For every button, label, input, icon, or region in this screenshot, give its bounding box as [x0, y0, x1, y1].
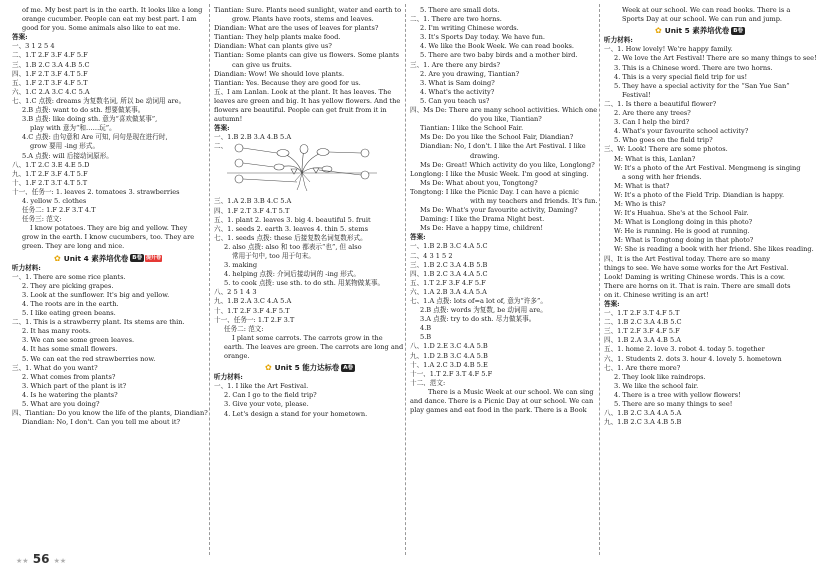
- dialogue-line: W: It's Huahua. She's at the School Fair.: [614, 209, 749, 218]
- listening-line: 一、1. There are some rice plants.: [12, 272, 126, 281]
- dialogue-line: M: Who is this?: [614, 199, 666, 208]
- listening-line: 一、1. I like the Art Festival.: [214, 382, 309, 391]
- answer-line: 5. to cook 点拨: use sth. to do sth. 用某物做某事。: [224, 279, 385, 288]
- col4-pre: [604, 6, 796, 24]
- answer-line: 5.A 点拨: will 后接动词原形。: [22, 151, 113, 160]
- column-1: [12, 6, 208, 427]
- text-line: 二、1. There are two horns.: [410, 15, 502, 24]
- passage-line: flowers are beautiful. People can get fruit from it in: [214, 106, 387, 115]
- col1-pre: [12, 6, 204, 33]
- dialogue-line: Ms De: What about you, Tongtong?: [420, 178, 538, 187]
- answer-label: 二、: [214, 142, 228, 151]
- dialogue-line: 三、W: Look! There are some photos.: [604, 145, 728, 154]
- answer-line: 一、3 1 2 5 4: [12, 42, 55, 51]
- answer-line: 常用于句中, too 用于句末。: [232, 251, 315, 260]
- flower-icon: ✿: [264, 363, 272, 373]
- answer-line: 八、2 5 1 4 3: [214, 288, 257, 297]
- unit-title: Unit 5 能力达标卷: [274, 363, 340, 373]
- unit-title: Unit 4 素养培优卷: [63, 253, 129, 263]
- answer-line: grow in the earth. I know cucumbers, too. They are: [22, 233, 195, 242]
- answer-line: I know potatoes. They are big and yellow. They: [30, 224, 188, 233]
- text-line: 3. This is a Chinese word. There are two horns.: [614, 63, 773, 72]
- answer-line: earth. The leaves are green. The carrots are long and: [224, 342, 404, 351]
- passage-line: on it. Chinese writing is an art!: [604, 290, 709, 299]
- text-line: 4. What's your favourite school activity?: [614, 127, 749, 136]
- dialogue-line: do you like, Tiantian?: [470, 115, 542, 124]
- answer-line: 六、1. seeds 2. earth 3. leaves 4. thin 5. stems: [214, 224, 368, 233]
- essay-line: Week at our school. We can read books. There is a: [622, 6, 791, 14]
- answer-line: 三、1.A 2.B 3.B 4.C 5.A: [214, 197, 292, 206]
- essay-line: play games and eat food in the park. There is a Book: [410, 406, 587, 415]
- listening-line: 四、Tiantian: Do you know the life of the plants, Diandian?: [12, 409, 208, 418]
- answer-line: 九、1.B 2.C 3.A 4.B 5.B: [604, 418, 682, 427]
- answer-line: 十、1.T 2.F 3.F 4.F 5.T: [214, 306, 290, 315]
- text-line: 5. Can you teach us?: [420, 96, 490, 105]
- dialogue-line: W: It's a photo of the Art Festival. Mengmeng is singing: [614, 163, 801, 172]
- answers-label: 答案:: [604, 300, 620, 308]
- dialogue-line: Diandian: No, I don't. I like the Art Festival. I like: [420, 142, 586, 151]
- answer-line: 二、1.B 2.C 3.A 4.B 5.C: [604, 318, 682, 327]
- text-line: 4. What's the activity?: [420, 87, 495, 96]
- strawberry-plant-diagram: [227, 143, 377, 195]
- text-line: orange cucumber. People can eat my best part. I am: [22, 15, 197, 24]
- dialogue-line: drawing.: [470, 151, 500, 160]
- listening-line: 3. Look at the sunflower. It's big and yellow.: [22, 290, 170, 299]
- listening-line: 3. Which part of the plant is it?: [22, 381, 127, 390]
- answer-line: 十一、任务一: 1. leaves 2. tomatoes 3. strawberries: [12, 187, 180, 196]
- text-line: 2. Are you drawing, Tiantian?: [420, 69, 520, 78]
- star-icon: ★★: [16, 557, 29, 565]
- answer-line: 3.A 点拨: try to do sth. 尽力做某事。: [420, 315, 536, 324]
- answer-line: 3. We like the school fair.: [614, 381, 699, 390]
- answer-line: 5. There are so many things to see!: [614, 400, 733, 409]
- dialogue-line: Tiantian: They help plants make food.: [214, 33, 341, 42]
- dialogue-line: Ms De: Do you like the School Fair, Diandian?: [420, 133, 574, 142]
- text-line: 3. Can I help the bird?: [614, 118, 690, 127]
- answer-line: 2. also 点拨: also 和 too 都表示“也”, 但 also: [224, 242, 362, 251]
- essay-line: Sports Day at our school. We can run and jump.: [622, 15, 783, 24]
- answer-line: 七、1. seeds 点拨: these 后接复数名词复数形式。: [214, 233, 367, 242]
- answer-line: 3. making: [224, 261, 258, 270]
- listening-label: 听力材料:: [214, 373, 243, 382]
- answer-line: 九、1.B 2.A 3.C 4.A 5.A: [214, 297, 292, 306]
- dialogue-line: grow. Plants have roots, stems and leaves.: [232, 15, 374, 24]
- answer-line: 十二、范文:: [410, 378, 446, 387]
- plant-roots: [295, 173, 310, 191]
- dialogue-line: Ms De: Have a happy time, children!: [420, 224, 544, 233]
- col2-pre: [214, 6, 406, 124]
- answer-line: 四、1.F 2.T 3.F 4.T 5.T: [214, 206, 290, 215]
- col1-listening: [12, 272, 208, 428]
- listening-line: 5. What are you doing?: [22, 400, 100, 409]
- answer-line: green. They are long and nice.: [22, 242, 125, 251]
- answer-line: 任务二: 范文:: [224, 324, 264, 333]
- level-badge: 提升卷: [145, 254, 161, 261]
- answer-line: 4.B: [420, 324, 432, 333]
- dialogue-line: Tiantian: Some plants can give us flowers. Some plants: [214, 51, 399, 60]
- answer-line: 八、1.B 2.C 3.A 4.A 5.A: [604, 409, 682, 418]
- answer-line: 三、1.B 2.C 3.A 4.B 5.C: [12, 60, 90, 69]
- listening-line: 5. We can eat the red strawberries now.: [22, 354, 156, 363]
- passage-line: Look! Daming is writing Chinese words. This is a cow.: [604, 272, 785, 281]
- flower-icon: ✿: [655, 26, 662, 36]
- text-line: 5. There are small dots.: [420, 6, 500, 14]
- answer-line: 三、1.B 2.C 3.A 4.B 5.B: [410, 260, 488, 269]
- answer-line: 3.B 点拨: like doing sth. 意为“喜欢做某事”,: [22, 115, 158, 124]
- dialogue-line: Tongtong: I like the Picnic Day. I can have a picnic: [410, 187, 579, 196]
- listening-line: 2. Can I go to the field trip?: [224, 391, 317, 400]
- dialogue-line: Tiantian: Sure. Plants need sunlight, water and earth to: [214, 6, 402, 14]
- listening-line: 2. What comes from plants?: [22, 372, 116, 381]
- answer-line: 4. yellow 5. clothes: [22, 196, 87, 205]
- star-icon: ★★: [53, 557, 67, 565]
- text-line: 3. It's Sports Day today. We have fun.: [420, 33, 545, 42]
- answer-line: 七、1. Are there more?: [604, 363, 681, 372]
- answer-line: 十、1.F 2.T 3.T 4.T 5.T: [12, 178, 88, 187]
- dialogue-line: can give us fruits.: [232, 60, 292, 69]
- listening-line: 5. I like eating green beans.: [22, 309, 116, 318]
- dialogue-line: Diandian: What can plants give us?: [214, 42, 332, 51]
- answer-line: 四、1.B 2.A 3.A 4.B 5.A: [604, 336, 682, 345]
- text-line: Festival!: [622, 90, 651, 99]
- answer-line: 八、1.D 2.E 3.C 4.A 5.B: [410, 342, 488, 351]
- answer-line: 任务三: 范文:: [22, 215, 62, 224]
- text-line: 2. We love the Art Festival! There are so many things to see!: [614, 54, 817, 63]
- answer-line: 任务二: 1.F 2.F 3.T 4.T: [22, 206, 96, 215]
- answer-line: I plant some carrots. The carrots grow in the: [232, 333, 383, 342]
- answer-line: 八、1.T 2.C 3.E 4.E 5.D: [12, 160, 90, 169]
- unit-header: [214, 363, 406, 372]
- answer-line: 十一、1.T 2.F 3.T 4.F 5.F: [410, 369, 493, 378]
- column-2: [214, 6, 406, 419]
- col1-answers: [12, 42, 204, 251]
- dialogue-line: Daming: I like the Drama Night best.: [420, 215, 545, 224]
- col2-answers: [214, 197, 406, 361]
- dialogue-line: with my teachers and friends. It's fun.: [470, 196, 598, 205]
- answer-line: 七、1.C 点拨: dreams 为复数名词, 所以 be 动词用 are。: [12, 96, 186, 105]
- answer-line: 四、1.F 2.T 3.F 4.T 5.F: [12, 69, 88, 78]
- listening-line: 2. They are picking grapes.: [22, 281, 114, 290]
- answer-line: 4. helping 点拨: 介词后接动词的 -ing 形式。: [224, 270, 360, 279]
- passage-line: 五、I am Lanlan. Look at the plant. It has leaves. The: [214, 87, 392, 96]
- answer-line: 一、1.T 2.F 3.T 4.F 5.T: [604, 309, 680, 318]
- dialogue-line: a song with her friends.: [622, 172, 702, 181]
- text-line: 4. We like the Book Week. We can read books.: [420, 42, 574, 51]
- answer-line: 十一、任务一: 1.T 2.F 3.T: [214, 315, 295, 324]
- listening-line: 4. Let's design a stand for your hometown.: [224, 409, 368, 418]
- listening-line: 2. It has many roots.: [22, 327, 91, 336]
- essay-line: and dance. There is a Picnic Day at our school. We can: [410, 397, 594, 406]
- passage-line: leaves are green and big. It has yellow flowers. And the: [214, 96, 401, 105]
- listening-line: 4. Is he watering the plants?: [22, 390, 118, 399]
- answer-line: 二、1.T 2.F 3.F 4.F 5.F: [12, 51, 88, 60]
- passage-line: autumn!: [214, 115, 243, 124]
- page-footer: [16, 552, 66, 566]
- answer-line: 4. There is a tree with yellow flowers!: [614, 390, 741, 399]
- listening-line: 3. We can see some green leaves.: [22, 336, 135, 345]
- dialogue-line: Longlong: I like the Music Week. I'm good at singing.: [410, 169, 589, 178]
- answer-line: 2.B 点拨: words 为复数, be 动词用 are。: [420, 306, 547, 315]
- flower-icon: ✿: [54, 253, 61, 263]
- answer-line: 六、1.A 2.B 3.A 4.A 5.A: [410, 287, 487, 296]
- answer-line: 九、1.D 2.B 3.C 4.A 5.B: [410, 351, 488, 360]
- page-number: 56: [32, 552, 50, 566]
- text-line: 二、1. Is there a beautiful flower?: [604, 99, 717, 108]
- dialogue-line: W: He is running. He is good at running.: [614, 227, 750, 236]
- text-line: good for you. Some animals also like to eat me.: [22, 24, 181, 33]
- answers-label: 答案:: [214, 124, 230, 133]
- plant-diagram-row: [214, 142, 406, 197]
- dialogue-line: W: She is reading a book with her friend. She likes reading.: [614, 245, 814, 254]
- dialogue-line: 四、Ms De: There are many school activities. Which one: [410, 106, 598, 115]
- column-3: [410, 6, 602, 415]
- answer-line: 2.B 点拨: want to do sth. 想要做某事。: [22, 106, 145, 115]
- unit-header: [12, 254, 204, 263]
- listening-line: 4. The roots are in the earth.: [22, 300, 119, 308]
- answer-line: 六、1. Students 2. dots 3. hour 4. lovely 5. hometown: [604, 354, 782, 363]
- answer-line: 4.C 点拨: 由句意和 Are 可知, 问句是现在进行时,: [22, 133, 168, 142]
- answer-line: 五、1. home 2. love 3. robot 4. today 5. together: [604, 345, 765, 354]
- passage-line: There are horns on it. That is rain. There are small dots: [604, 281, 791, 290]
- col2-listening: [214, 382, 406, 418]
- answer-line: 五、1.T 2.F 3.F 4.F 5.F: [410, 278, 486, 287]
- paper-badge: A卷: [343, 364, 354, 371]
- answer-line: 二、4 3 1 5 2: [410, 251, 453, 260]
- dialogue-line: Tiantian: I like the School Fair.: [420, 124, 524, 133]
- listening-label: 听力材料:: [604, 36, 633, 45]
- dialogue-line: Tiantian: Yes. Because they are good for us.: [214, 78, 361, 87]
- answer-line: grow 要用 -ing 形式。: [30, 142, 100, 151]
- passage-line: 四、It is the Art Festival today. There are so many: [604, 254, 770, 263]
- dialogue-line: W: It's a photo of the Field Trip. Diandian is happy.: [614, 190, 785, 199]
- dialogue-line: Diandian: Wow! We should love plants.: [214, 69, 345, 78]
- passage-line: things to see. We have some works for the Art Festival.: [604, 263, 789, 272]
- answer-line: 五、1.F 2.T 3.F 4.F 5.T: [12, 78, 88, 87]
- text-line: 2. Are there any trees?: [614, 109, 691, 118]
- answer-line: play with 意为“和……玩”。: [30, 124, 116, 133]
- answer-line: 四、1.B 2.C 3.A 4.A 5.C: [410, 269, 488, 278]
- text-line: 5. They have a special activity for the “San Yue San”: [614, 81, 790, 90]
- unit-header: [604, 26, 796, 35]
- column-4: [604, 6, 817, 427]
- listening-line: Diandian: No, I don't. Can you tell me about it?: [22, 418, 181, 427]
- dialogue-line: Ms De: What's your favourite activity, Daming?: [420, 206, 578, 215]
- column-divider: [209, 4, 210, 555]
- dialogue-line: M: What is that?: [614, 181, 670, 190]
- answer-line: 五、1. plant 2. leaves 3. big 4. beautiful 5. fruit: [214, 215, 371, 224]
- text-line: 2. I'm writing Chinese words.: [420, 24, 519, 33]
- listening-line: 3. Give your vote, please.: [224, 400, 309, 409]
- answer-line: 十、1.A 2.C 3.D 4.B 5.E: [410, 360, 488, 369]
- text-line: 三、1. Are there any birds?: [410, 60, 501, 69]
- text-line: 5. Who goes on the field trip?: [614, 136, 713, 145]
- unit-title: Unit 5 素养培优卷: [664, 26, 730, 36]
- dialogue-line: M: What is this, Lanlan?: [614, 154, 696, 163]
- answer-line: 一、1.B 2.B 3.A 4.B 5.A: [214, 133, 292, 142]
- listening-label: 听力材料:: [12, 263, 41, 272]
- answer-line: 5.B: [420, 333, 432, 342]
- essay-line: There is a Music Week at our school. We can sing: [428, 387, 594, 396]
- text-line: 5. There are two baby birds and a mother bird.: [420, 51, 578, 60]
- paper-badge: B卷: [132, 255, 142, 262]
- answer-line: 一、1.B 2.B 3.C 4.A 5.C: [410, 242, 488, 251]
- listening-line: 4. It has some small flowers.: [22, 345, 118, 354]
- listening-line: 二、1. This is a strawberry plant. Its stems are thin.: [12, 318, 185, 327]
- text-line: 3. What is Sam doing?: [420, 78, 495, 87]
- text-line: 4. This is a very special field trip for us!: [614, 72, 748, 81]
- answer-line: 九、1.T 2.F 3.F 4.T 5.F: [12, 169, 88, 178]
- answer-line: 六、1.C 2.A 3.C 4.C 5.A: [12, 87, 90, 96]
- text-line: of me. My best part is in the earth. It looks like a long: [22, 6, 203, 14]
- answers-label: 答案:: [410, 233, 426, 242]
- answer-line: 三、1.T 2.F 3.F 4.F 5.F: [604, 327, 680, 336]
- text-line: 一、1. How lovely! We're happy family.: [604, 45, 733, 54]
- answers-label: 答案:: [12, 33, 28, 42]
- answer-line: orange.: [224, 352, 250, 360]
- dialogue-line: Ms De: Great! Which activity do you like, Longlong?: [420, 160, 595, 169]
- dialogue-line: Diandian: What are the uses of leaves for plants?: [214, 24, 379, 33]
- paper-badge: B卷: [733, 27, 743, 34]
- dialogue-line: M: What is Tongtong doing in that photo?: [614, 236, 754, 245]
- listening-line: 三、1. What do you want?: [12, 363, 98, 372]
- answer-line: 七、1.A 点拨: lots of=a lot of, 意为“许多”。: [410, 297, 547, 305]
- answer-line: 2. They look like raindrops.: [614, 372, 706, 381]
- dialogue-line: M: What is Longlong doing in this photo?: [614, 218, 753, 227]
